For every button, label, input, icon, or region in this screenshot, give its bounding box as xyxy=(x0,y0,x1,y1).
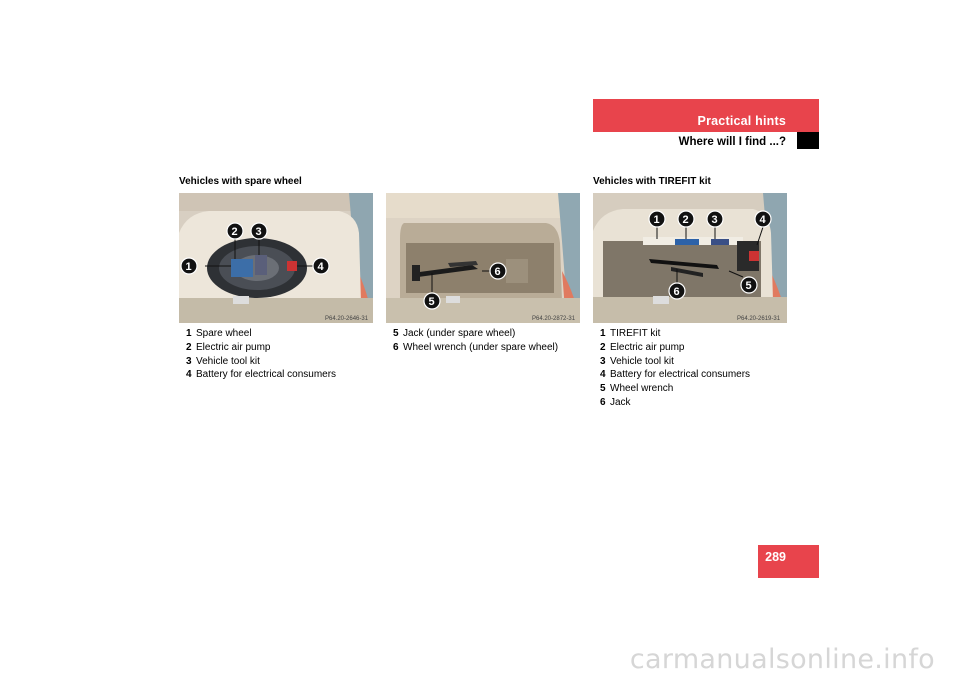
photo-jack-wrench xyxy=(386,193,580,323)
legend-left xyxy=(186,327,336,382)
callout-4 xyxy=(755,211,771,227)
callout-6 xyxy=(490,263,506,279)
svg-text:5: 5 xyxy=(745,280,752,292)
page-number-badge xyxy=(758,545,819,578)
legend-item: 4 Battery for electrical consumers xyxy=(600,369,751,381)
photo-spare-wheel-trunk xyxy=(179,193,373,323)
page-number: 289 xyxy=(765,550,786,564)
figure-code-middle: P64.20-2872-31 xyxy=(532,316,576,322)
callout-1 xyxy=(649,211,665,227)
callout-2 xyxy=(678,211,694,227)
legend-item: 3 Vehicle tool kit xyxy=(600,355,674,367)
callout-2 xyxy=(227,223,243,239)
svg-text:2: 2 xyxy=(231,226,238,238)
callout-6 xyxy=(669,283,685,299)
heading-spare-wheel: Vehicles with spare wheel xyxy=(179,176,302,187)
legend-item: 4 Battery for electrical consumers xyxy=(186,369,337,381)
svg-text:6: 6 xyxy=(494,266,501,278)
legend-item: 1 Spare wheel xyxy=(186,328,252,339)
legend-item: 6 Jack xyxy=(600,396,631,408)
legend-item: 6 Wheel wrench (under spare wheel) xyxy=(393,341,559,353)
legend-item: 2 Electric air pump xyxy=(186,341,271,353)
callout-5 xyxy=(424,293,440,309)
callout-3 xyxy=(251,223,267,239)
legend-middle xyxy=(393,327,558,355)
figure-code-left: P64.20-2646-31 xyxy=(325,316,369,322)
svg-text:1: 1 xyxy=(653,214,660,226)
svg-text:1: 1 xyxy=(185,261,192,273)
svg-text:2: 2 xyxy=(682,214,689,226)
legend-item: 3 Vehicle tool kit xyxy=(186,355,260,367)
section-title: Practical hints xyxy=(697,114,786,128)
callout-1 xyxy=(181,258,197,274)
legend-right xyxy=(600,327,750,410)
svg-text:3: 3 xyxy=(711,214,718,226)
callout-5 xyxy=(741,277,757,293)
legend-item: 5 Wheel wrench xyxy=(600,383,674,395)
callout-3 xyxy=(707,211,723,227)
svg-text:4: 4 xyxy=(317,261,324,273)
subsection-title: Where will I find ...? xyxy=(678,136,786,148)
callout-4 xyxy=(313,258,329,274)
svg-text:4: 4 xyxy=(759,214,766,226)
svg-text:6: 6 xyxy=(673,286,680,298)
legend-item: 2 Electric air pump xyxy=(600,341,685,353)
watermark-text: carmanualsonline.info xyxy=(629,644,935,675)
heading-tirefit: Vehicles with TIREFIT kit xyxy=(593,176,711,187)
figure-code-right: P64.20-2619-31 xyxy=(737,316,781,322)
header-marker xyxy=(797,132,819,149)
watermark-strip xyxy=(0,644,960,678)
legend-item: 5 Jack (under spare wheel) xyxy=(393,328,516,339)
section-header-bar xyxy=(593,99,819,132)
svg-text:5: 5 xyxy=(428,296,435,308)
svg-text:3: 3 xyxy=(255,226,262,238)
photo-tirefit-trunk xyxy=(593,193,787,323)
legend-item: 1 TIREFIT kit xyxy=(600,328,661,339)
subsection-header xyxy=(593,132,819,149)
